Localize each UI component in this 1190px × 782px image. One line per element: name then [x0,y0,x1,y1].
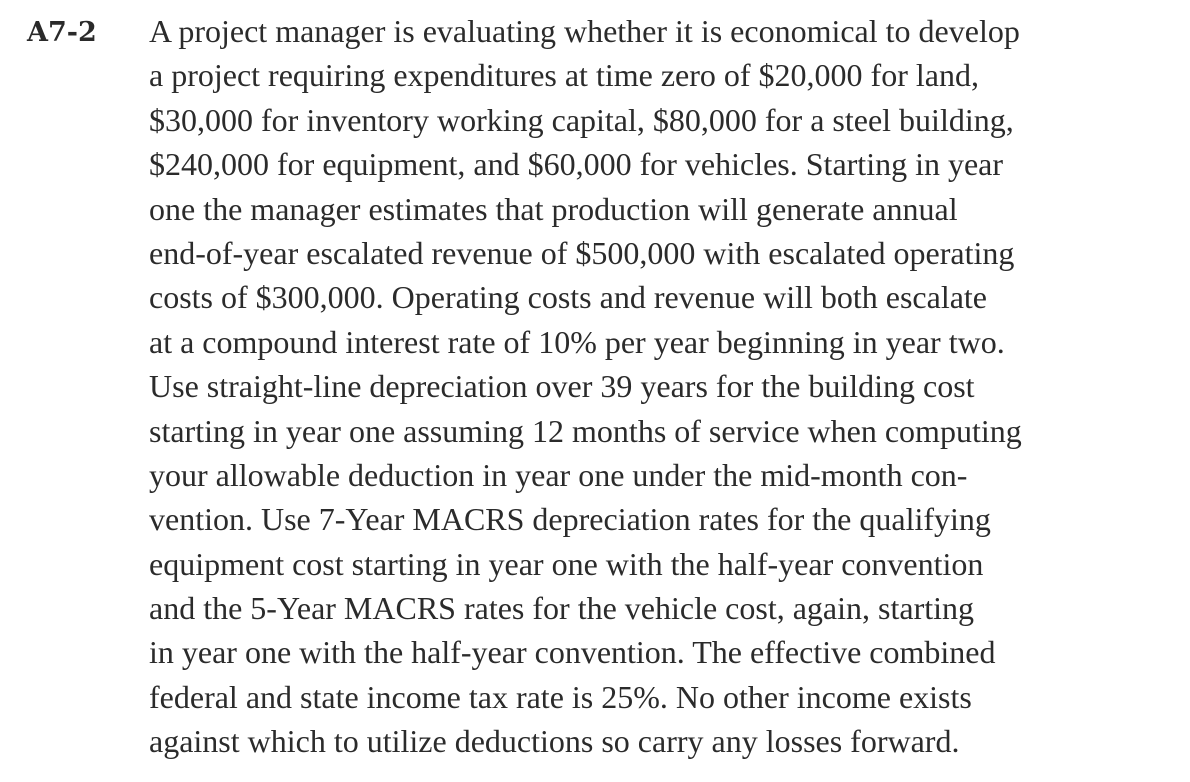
problem-text-line: Use straight-line depreciation over 39 years for the building cost [149,368,975,405]
problem-text-line: $240,000 for equipment, and $60,000 for vehicles. Starting in year [149,146,1004,183]
problem-text [149,9,1179,764]
problem-text-line: against which to utilize deductions so carry any losses forward. [149,723,960,760]
problem-text-line: federal and state income tax rate is 25%. No other income exists [149,678,972,715]
problem-text-line: costs of $300,000. Operating costs and revenue will both escalate [149,279,987,316]
problem-text-line: your allowable deduction in year one under the mid-month con- [149,456,968,493]
problem-text-line: vention. Use 7-Year MACRS depreciation rates for the qualifying [149,501,991,538]
problem-text-line: at a compound interest rate of 10% per year beginning in year two. [149,323,1005,360]
problem-text-line: equipment cost starting in year one with the half-year convention [149,545,984,582]
problem-text-line: $30,000 for inventory working capital, $80,000 for a steel building, [149,101,1014,138]
problem-text-line: one the manager estimates that production will generate annual [149,190,958,227]
problem-text-line: end-of-year escalated revenue of $500,000 with escalated operating [149,234,1015,271]
problem-text-line: starting in year one assuming 12 months of service when computing [149,412,1022,449]
problem-text-line: in year one with the half-year convention. The effective combined [149,634,996,671]
problem-text-line: and the 5-Year MACRS rates for the vehicle cost, again, starting [149,590,974,627]
problem-number: A7-2 [27,17,97,48]
problem-text-line: a project requiring expenditures at time zero of $20,000 for land, [149,57,979,94]
problem-text-line: A project manager is evaluating whether it is economical to develop [149,13,1020,49]
